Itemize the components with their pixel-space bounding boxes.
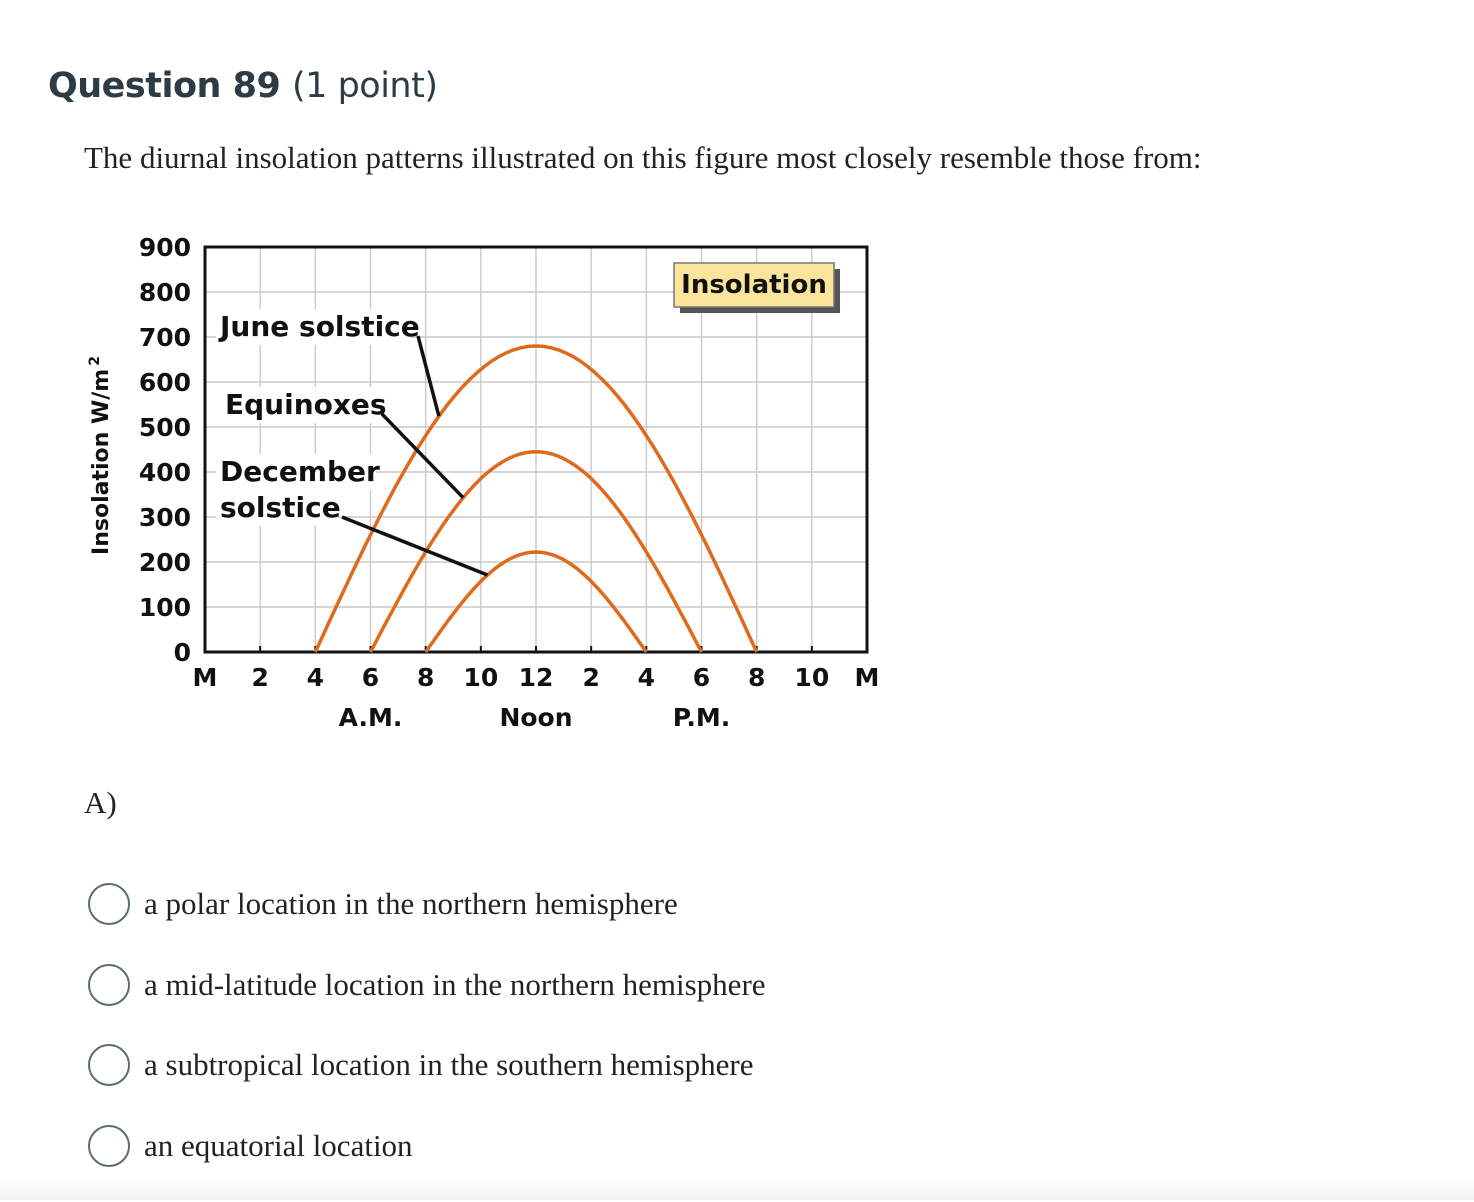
- radio-button[interactable]: [88, 1125, 130, 1167]
- question-text: The diurnal insolation patterns illustrated on this figure most closely resemble those from:: [84, 140, 1202, 175]
- x-tick-label: 8: [416, 663, 435, 692]
- y-axis-label: Insolation $W/m^2$: [87, 356, 114, 555]
- question-number: Question 89: [48, 66, 281, 106]
- answer-label: A): [84, 785, 117, 820]
- option-mid-latitude-northern[interactable]: [88, 961, 766, 1009]
- option-label[interactable]: an equatorial location: [144, 1127, 413, 1163]
- series-label: Equinoxes: [225, 388, 387, 421]
- insolation-chart: [80, 225, 900, 745]
- x-tick-label: M: [854, 663, 880, 692]
- y-tick-label: 300: [138, 503, 191, 532]
- series-label: June solstice: [220, 310, 420, 343]
- radio-button[interactable]: [88, 883, 130, 925]
- option-subtropical-southern[interactable]: [88, 1041, 766, 1089]
- option-label[interactable]: a subtropical location in the southern hemisphere: [144, 1047, 754, 1082]
- leader-line: [418, 336, 439, 416]
- leader-line: [380, 412, 463, 498]
- x-tick-label: 10: [463, 663, 499, 692]
- option-label[interactable]: a mid-latitude location in the northern hemisphere: [144, 966, 766, 1002]
- x-tick-label: 10: [794, 663, 830, 692]
- x-tick-label: 6: [361, 663, 380, 692]
- x-tick-label: 6: [692, 663, 711, 692]
- x-sublabel: A.M.: [338, 703, 403, 732]
- y-tick-label: 800: [138, 278, 191, 307]
- y-tick-label: 0: [173, 638, 191, 667]
- legend-box-label: Insolation: [681, 270, 827, 300]
- x-tick-label: 4: [306, 663, 325, 692]
- option-polar-northern[interactable]: [88, 880, 766, 928]
- radio-button[interactable]: [88, 1044, 130, 1086]
- y-tick-label: 700: [138, 323, 191, 352]
- x-tick-label: 12: [518, 663, 554, 692]
- y-tick-label: 100: [138, 593, 191, 622]
- x-tick-label: 4: [637, 663, 656, 692]
- question-points: (1 point): [292, 66, 438, 106]
- x-tick-label: 8: [747, 663, 766, 692]
- y-axis-label-superscript: 2: [87, 356, 103, 366]
- option-equatorial[interactable]: [88, 1122, 766, 1170]
- question-title: [48, 66, 437, 106]
- x-sublabel: P.M.: [672, 703, 731, 732]
- y-tick-label: 600: [138, 368, 191, 397]
- x-tick-label: M: [192, 663, 218, 692]
- insolation-figure: [80, 225, 900, 750]
- x-tick-label: 2: [251, 663, 269, 692]
- answer-options: [88, 880, 766, 1202]
- x-sublabel: Noon: [499, 703, 573, 732]
- series-label-line2: solstice: [220, 491, 341, 524]
- y-tick-label: 200: [138, 548, 191, 577]
- y-tick-label: 900: [138, 233, 191, 262]
- series-label: December: [220, 455, 380, 488]
- footer-bar: [0, 1176, 1474, 1200]
- y-tick-label: 400: [138, 458, 191, 487]
- radio-button[interactable]: [88, 964, 130, 1006]
- x-tick-label: 2: [582, 663, 600, 692]
- y-tick-label: 500: [138, 413, 191, 442]
- option-label[interactable]: a polar location in the northern hemisphere: [144, 886, 678, 921]
